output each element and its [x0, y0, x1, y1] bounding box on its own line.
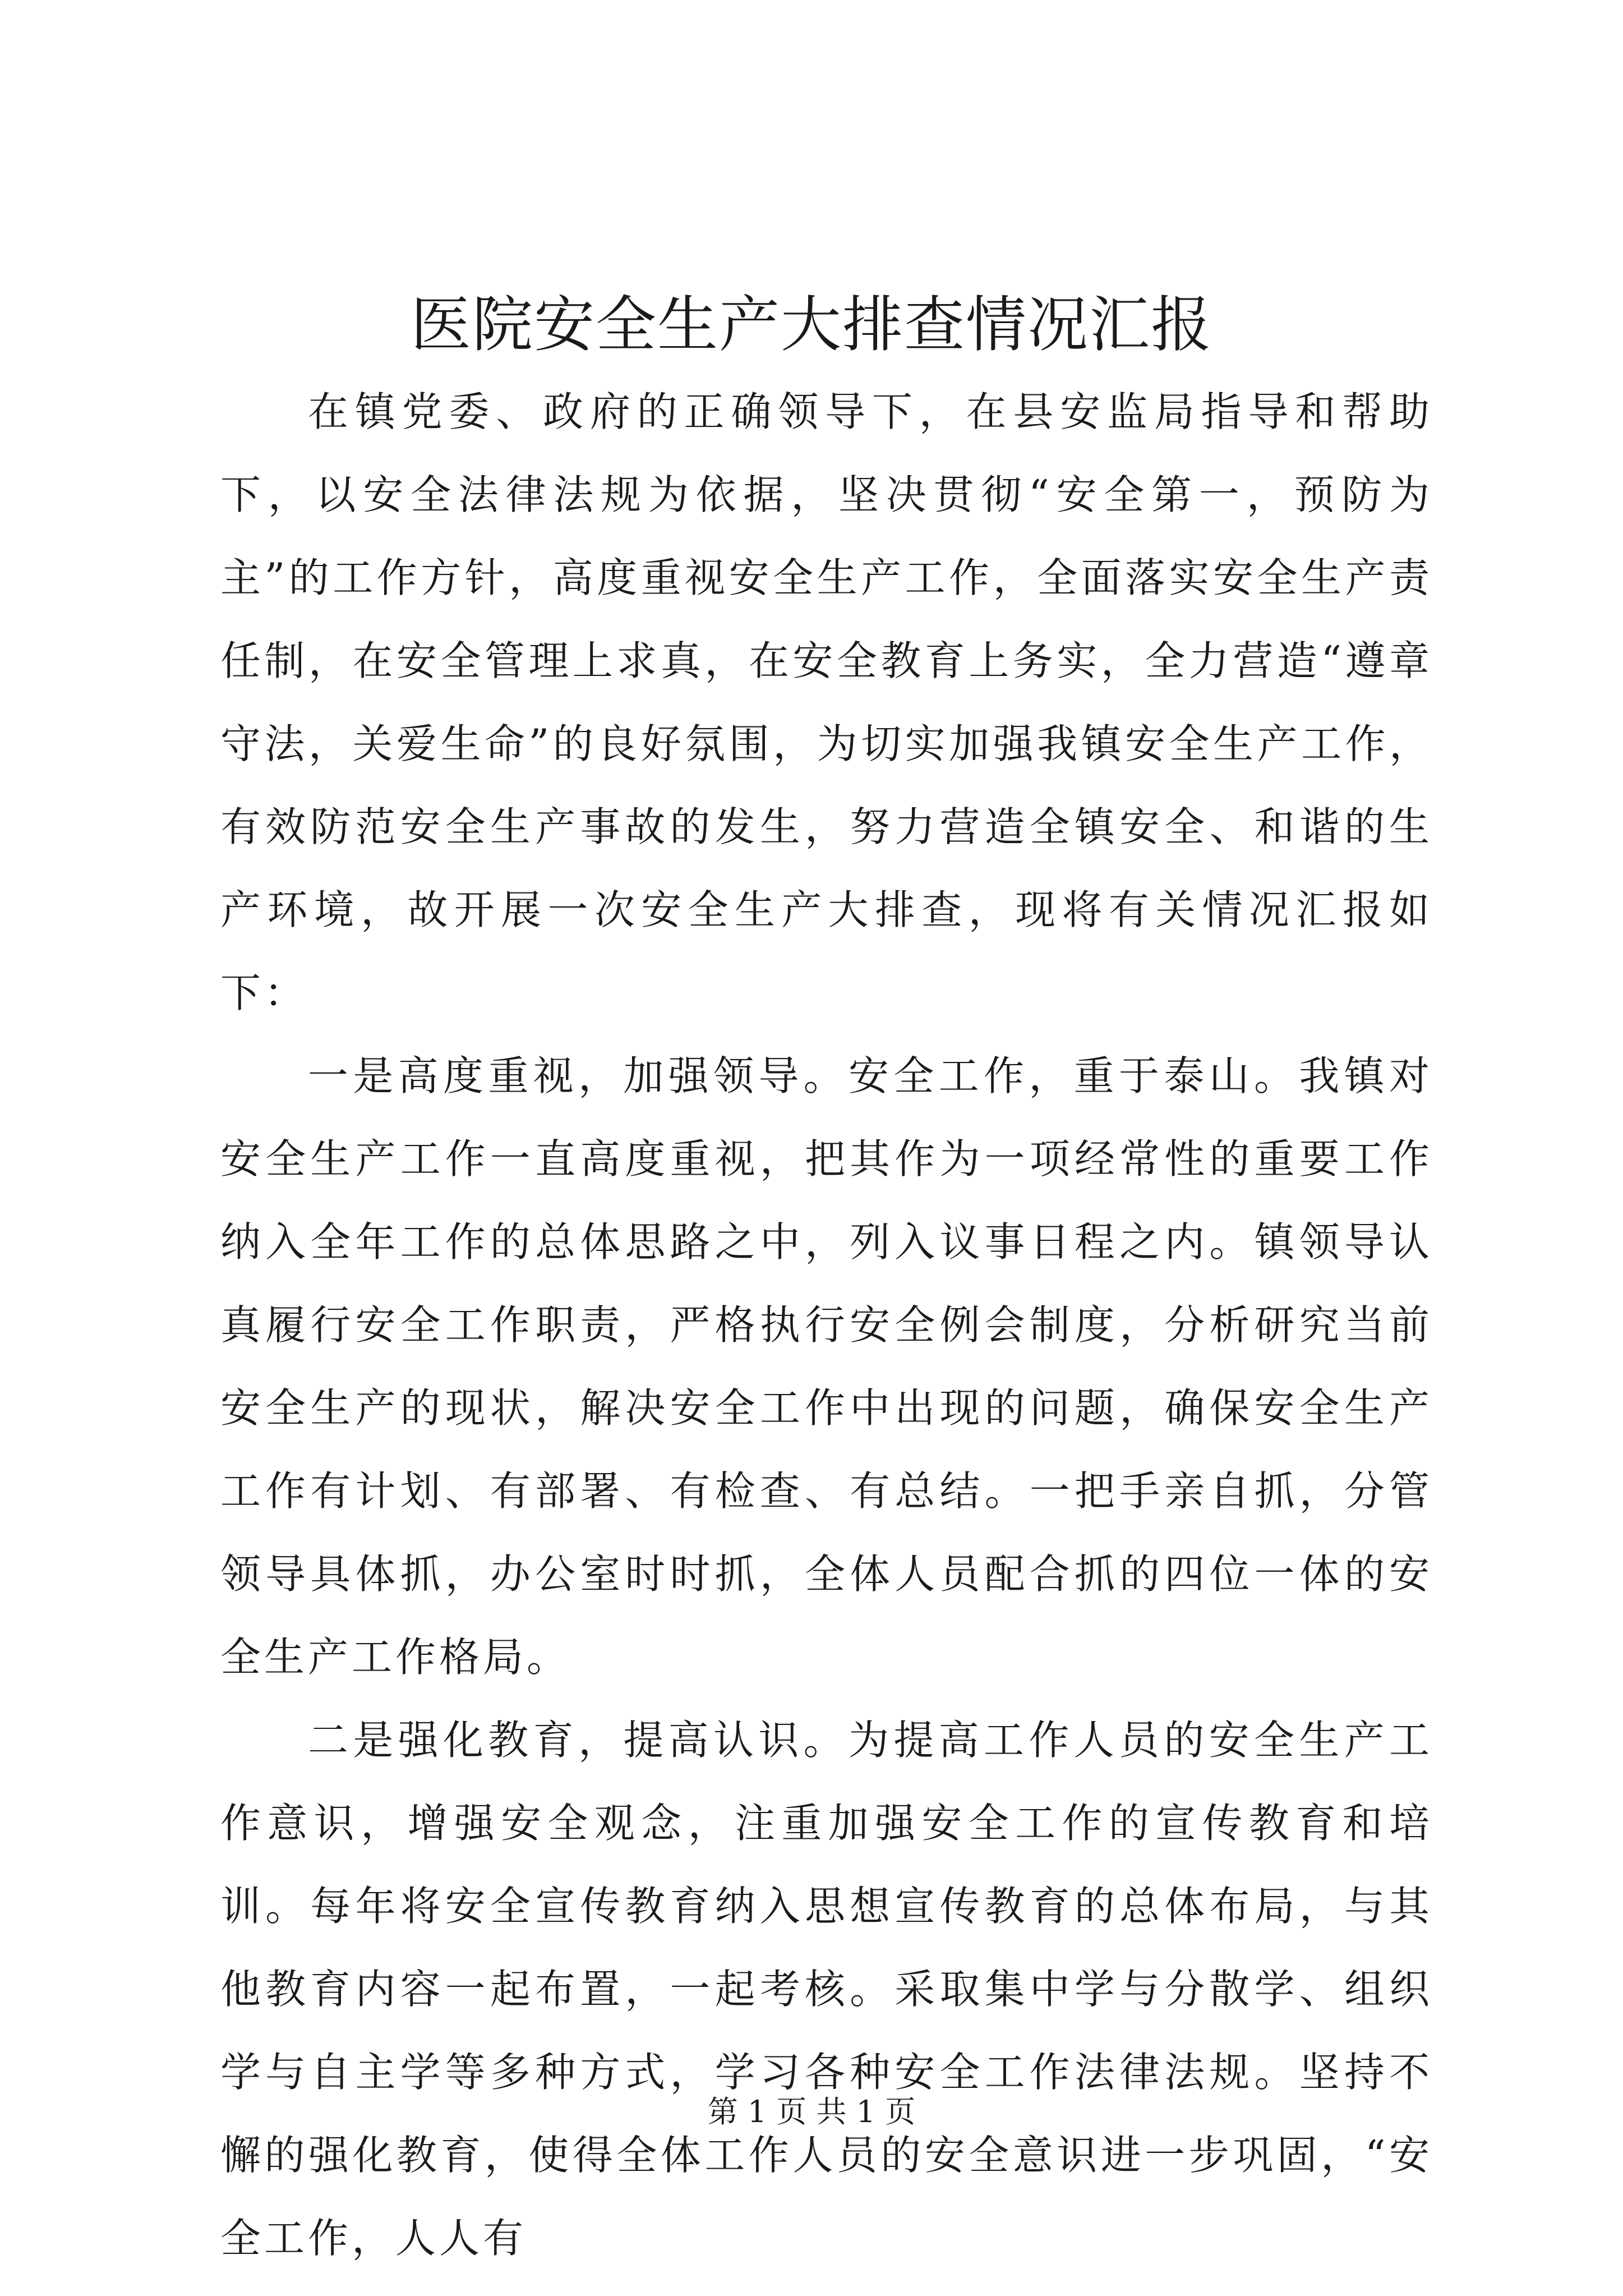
- page-footer: [0, 2092, 1623, 2132]
- document-body: [220, 370, 1433, 2280]
- document-title: 医院安全生产大排查情况汇报: [410, 290, 1212, 360]
- paragraph-leadership: 一是高度重视，加强领导。安全工作，重于泰山。我镇对安全生产工作一直高度重视，把其作为一项经常性的重要工作纳入全年工作的总体思路之中，列入议事日程之内。镇领导认真履行安全工作职责，严格执行安全例会制度，分析研究当前安全生产的现状，解决安全工作中出现的问题，确保安全生产工作有计划、有部署、有检查、有总结。一把手亲自抓，分管领导具体抓，办公室时时抓，全体人员配合抓的四位一体的安全生产工作格局。: [220, 1052, 1433, 1681]
- page-number-label: 第 1 页 共 1 页: [707, 2094, 916, 2129]
- paragraph-intro: 在镇党委、政府的正确领导下，在县安监局指导和帮助下，以安全法律法规为依据，坚决贯彻“安全第一，预防为主”的工作方针，高度重视安全生产工作，全面落实安全生产责任制，在安全管理上求真，在安全教育上务实，全力营造“遵章守法，关爱生命”的良好氛围，为切实加强我镇安全生产工作，有效防范安全生产事故的发生，努力营造全镇安全、和谐的生产环境，故开展一次安全生产大排查，现将有关情况汇报如下：: [220, 388, 1433, 1016]
- paragraph-education: 二是强化教育，提高认识。为提高工作人员的安全生产工作意识，增强安全观念，注重加强安全工作的宣传教育和培训。每年将安全宣传教育纳入思想宣传教育的总体布局，与其他教育内容一起布置，一起考核。采取集中学与分散学、组织学与自主学等多种方式，学习各种安全工作法律法规。坚持不懈的强化教育，使得全体工作人员的安全意识进一步巩固，“安全工作，人人有: [220, 1717, 1433, 2262]
